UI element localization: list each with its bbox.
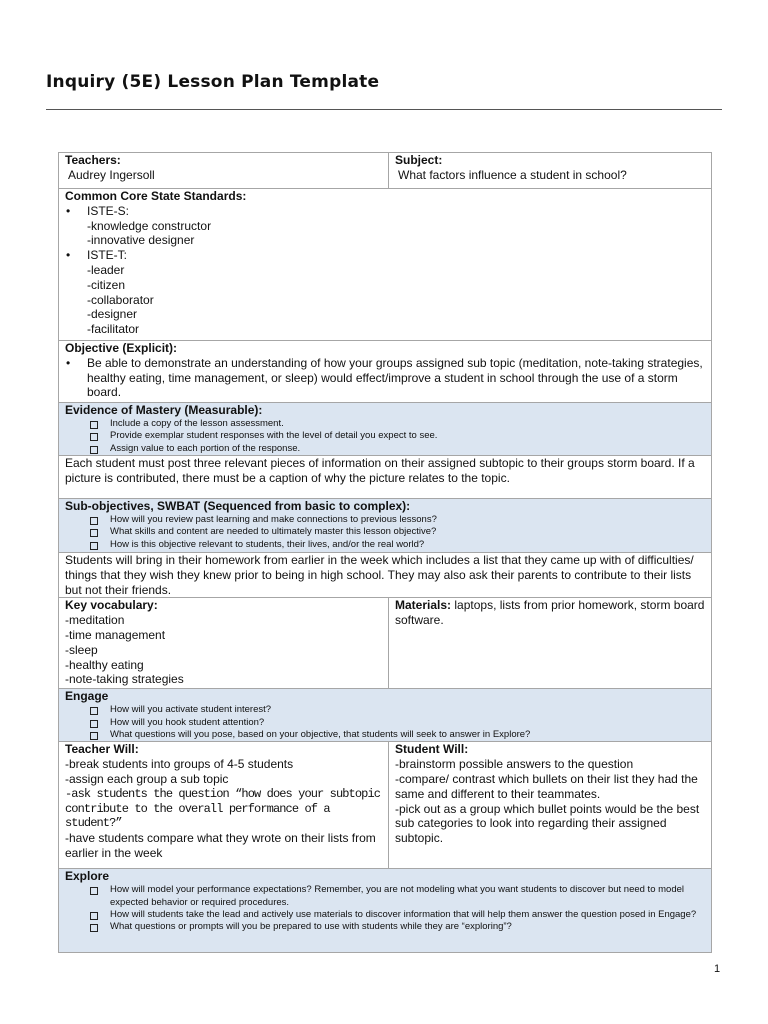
prompt-item: How will model your performance expectations? Remember, you are not modeling what you want students to discover but need to model expected behavior or required procedures. (89, 884, 705, 909)
prompt-item: What questions will you pose, based on your objective, that students will seek to answer in Explore? (89, 729, 705, 741)
standard-item: -knowledge constructor (87, 218, 212, 233)
objective-row (59, 341, 712, 403)
vocabulary-item: -note-taking strategies (65, 672, 184, 687)
vocabulary-item: -healthy eating (65, 657, 144, 672)
vocabulary-item: -meditation (65, 613, 125, 628)
standard-item: -leader (87, 262, 125, 277)
teacher-will-item: -have students compare what they wrote on their lists from earlier in the week (65, 831, 376, 860)
standards-list (65, 204, 705, 337)
engage-prompts (65, 704, 705, 741)
subobjectives-header-cell (59, 499, 712, 553)
evidence-prompts (65, 418, 705, 455)
teacher-will-cell (59, 742, 389, 869)
subobjectives-prompts (65, 514, 705, 551)
explore-row (59, 869, 712, 953)
teacher-will-item: -assign each group a sub topic (65, 772, 229, 787)
subobjectives-answer-cell (59, 553, 712, 598)
subobjectives-header-row (59, 499, 712, 553)
prompt-item: How is this objective relevant to students, their lives, and/or the real world? (89, 539, 705, 551)
document-title: Inquiry (5E) Lesson Plan Template (46, 72, 380, 92)
student-will-cell (389, 742, 712, 869)
explore-label: Explore (65, 869, 110, 884)
student-will-item: -pick out as a group which bullet points would be the best sub categories to look into regarding their assigned subtopic. (395, 801, 700, 846)
vocabulary-item: -sleep (65, 642, 98, 657)
objective-statement: Be able to demonstrate an understanding of how your groups assigned sub topic (meditation, note-taking strategies, healthy eating, time management, or sleep) would effect/improve a student in school through the use of a storm board. (87, 355, 703, 400)
prompt-item: Provide exemplar student responses with the level of detail you expect to see. (89, 430, 705, 442)
evidence-answer-cell (59, 456, 712, 499)
evidence-answer-row (59, 456, 712, 499)
student-will-label: Student Will: (395, 742, 469, 757)
objective-cell (59, 341, 712, 403)
evidence-header-cell (59, 403, 712, 456)
evidence-header-row (59, 403, 712, 456)
materials-value: laptops, lists from prior homework, storm board software. (395, 598, 705, 628)
vocabulary-cell (59, 598, 389, 689)
standard-item: -collaborator (87, 292, 154, 307)
title-divider (46, 109, 722, 110)
objective-text (65, 356, 705, 400)
subject-label: Subject: (395, 153, 443, 167)
subobjectives-answer-row (59, 553, 712, 598)
prompt-item: Assign value to each portion of the response. (89, 443, 705, 455)
standards-group-name: • ISTE-S: (87, 203, 130, 218)
standards-group (65, 204, 705, 248)
teachers-label: Teachers: (65, 153, 121, 167)
engage-cell (59, 689, 712, 742)
explore-prompts (65, 884, 705, 934)
standards-group-name: • ISTE-T: (87, 248, 128, 263)
teachers-subject-row (59, 153, 712, 189)
vocab-materials-row (59, 598, 712, 689)
standard-item: -facilitator (87, 322, 140, 337)
materials-cell (389, 598, 712, 689)
standards-label: Common Core State Standards: (65, 189, 247, 203)
standard-item: -designer (87, 307, 138, 322)
standard-item: -innovative designer (87, 233, 195, 248)
prompt-item: How will you review past learning and make connections to previous lessons? (89, 514, 705, 526)
subject-cell (389, 153, 712, 189)
evidence-label: Evidence of Mastery (Measurable): (65, 403, 263, 417)
prompt-item: How will you hook student attention? (89, 717, 705, 729)
student-will-item: -compare/ contrast which bullets on their list they had the same and different to their teammates. (395, 772, 698, 801)
engage-label: Engage (65, 689, 109, 704)
prompt-item: How will you activate student interest? (89, 704, 705, 716)
teacher-student-row (59, 742, 712, 869)
objective-list (65, 356, 705, 400)
standards-group (65, 248, 705, 337)
prompt-item: Include a copy of the lesson assessment. (89, 418, 705, 430)
student-will-item: -brainstorm possible answers to the question (395, 757, 634, 772)
standards-row (59, 189, 712, 341)
prompt-item: What skills and content are needed to ultimately master this lesson objective? (89, 526, 705, 538)
prompt-item: What questions or prompts will you be prepared to use with students while they are “exploring”? (89, 921, 705, 933)
teacher-will-item: -ask students the question “how does your subtopic contribute to the overall performance of a student?” (65, 786, 381, 831)
materials-label: Materials: (395, 598, 452, 613)
evidence-answer: Each student must post three relevant pieces of information on their assigned subtopic to their groups storm board. If a picture is contributed, there must be a caption of why the picture relates to the topic. (65, 456, 695, 485)
subobjectives-answer: Students will bring in their homework from earlier in the week which includes a list that they came up with of difficulties/ things that they wish they knew prior to being in high school. They may also ask their parents to contribute to their lists but not their friends. (65, 553, 694, 597)
subject-value: What factors influence a student in school? (398, 167, 627, 182)
teachers-cell (59, 153, 389, 189)
teacher-will-item: -break students into groups of 4-5 students (65, 757, 294, 772)
engage-row (59, 689, 712, 742)
teacher-will-label: Teacher Will: (65, 742, 139, 757)
subobjectives-label: Sub-objectives, SWBAT (Sequenced from basic to complex): (65, 499, 411, 514)
vocabulary-item: -time management (65, 628, 166, 642)
explore-cell (59, 869, 712, 953)
vocabulary-label: Key vocabulary: (65, 598, 158, 613)
teachers-value: Audrey Ingersoll (68, 167, 155, 182)
prompt-item: How will students take the lead and actively use materials to discover information that will help them answer the question posed in Engage? (89, 909, 705, 921)
standard-item: -citizen (87, 277, 126, 292)
standards-cell (59, 189, 712, 341)
page-number: 1 (714, 963, 721, 975)
objective-label: Objective (Explicit): (65, 341, 178, 355)
lesson-plan-table (58, 152, 712, 953)
